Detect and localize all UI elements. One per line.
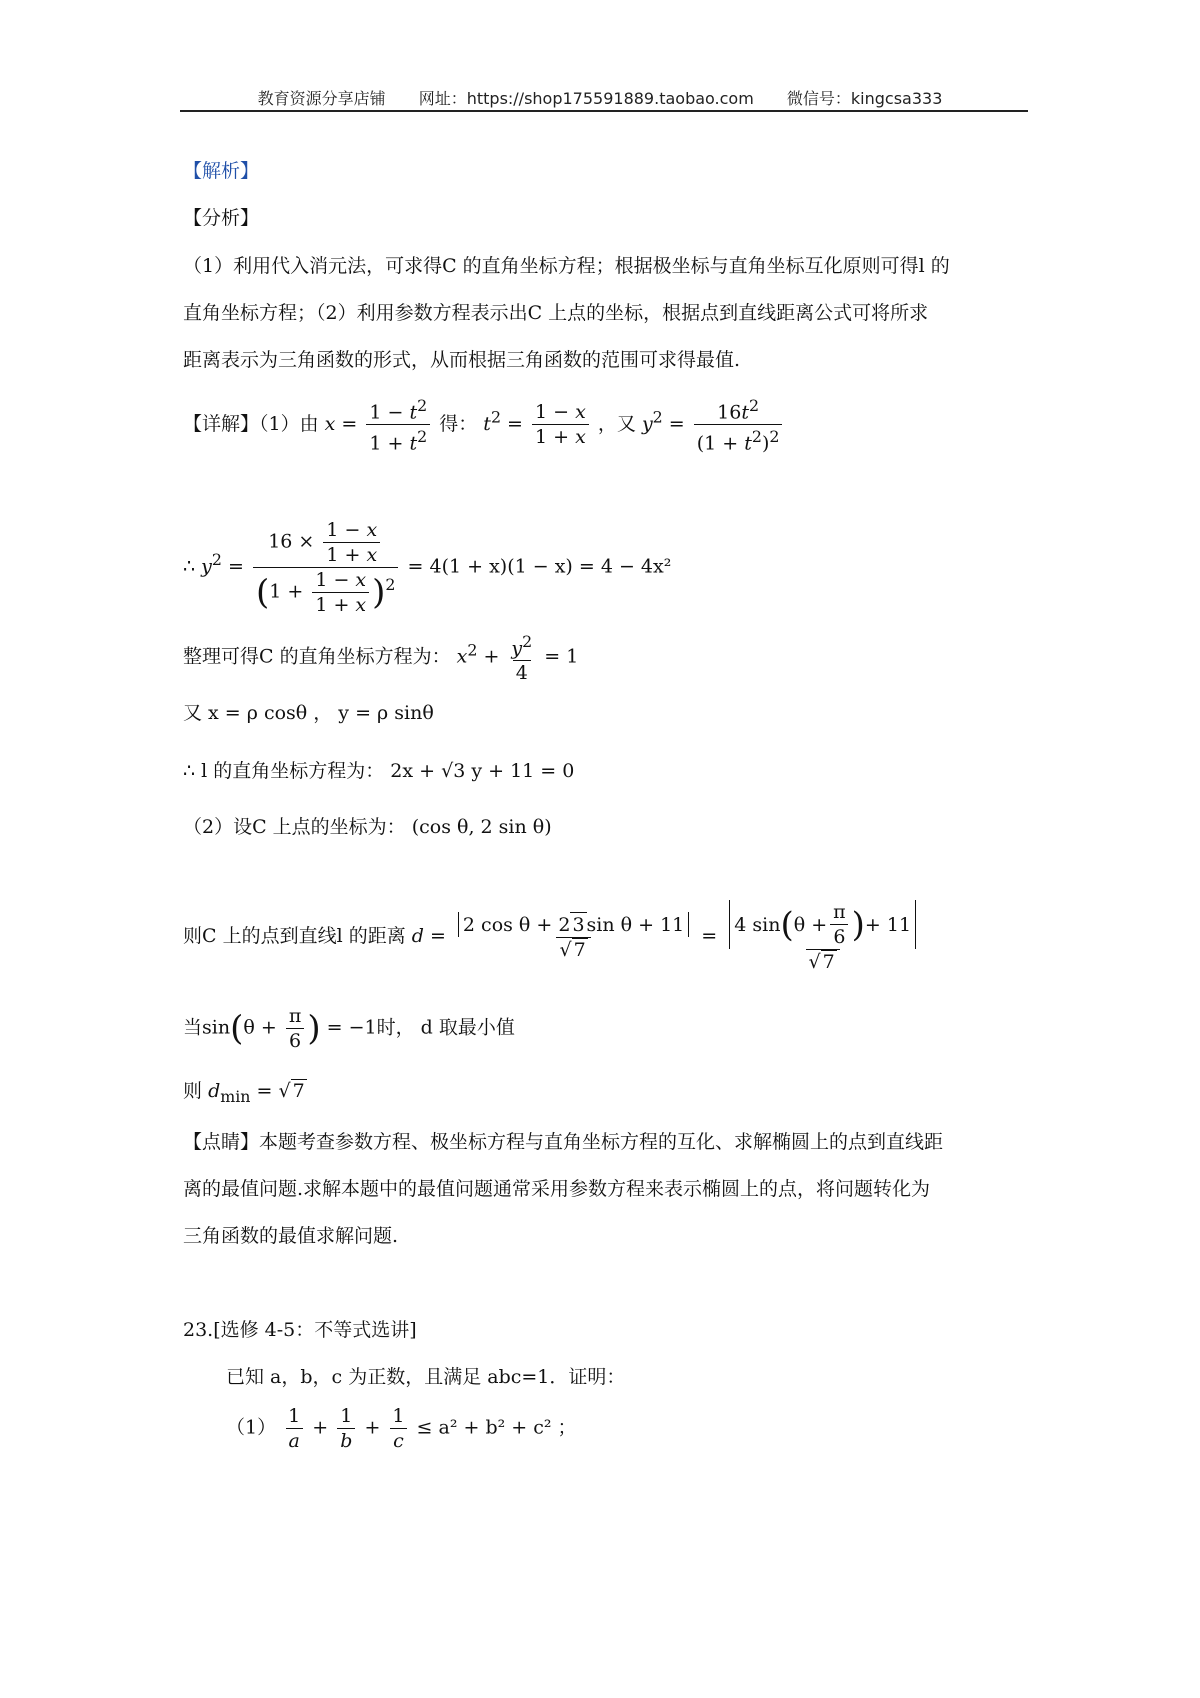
min-line: 则 $d_{min}$ = √ 7 [183, 1080, 305, 1106]
header-site: 网址：https://shop175591889.taobao.com [418, 89, 754, 108]
dist-text: 则C 上的点到直线l 的距离 [183, 925, 406, 947]
part2-coord: (cos θ, 2 sin θ) [411, 816, 552, 838]
de-text: 得： [439, 412, 478, 435]
analysis-line-3: 距离表示为三角函数的形式，从而根据三角函数的范围可求得最值. [183, 349, 741, 371]
q23-p1-label: （1） [226, 1416, 277, 1439]
dianjing-line-1 [183, 1129, 943, 1155]
part2-text: （2）设C 上点的坐标为： [183, 816, 406, 838]
page-header [0, 86, 1200, 109]
dianjing-line-3: 三角函数的最值求解问题. [183, 1225, 399, 1247]
distance-line: 则C 上的点到直线l 的距离 d = 2 cos θ + 2 3 sin θ + 11 √ 7 = 4 sin ( θ + π 6 ) + 11 √ 7 [183, 900, 922, 974]
fraction-1-over-b: $\frac{1}{b}$ [337, 1404, 355, 1453]
fraction-1-over-c: $\frac{1}{c}$ [389, 1404, 407, 1453]
distance-fraction-1: 2 cos θ + 2 3 sin θ + 11 √ 7 [455, 912, 692, 962]
when-eq: = −1时， [326, 1016, 415, 1039]
fraction-x-of-t: $\frac{1 - t^2}{1 + t^2}$ [366, 394, 430, 456]
min-text: 则 [183, 1080, 203, 1102]
polar-line: 又 x = ρ cosθ ， y = ρ sinθ [183, 702, 434, 724]
when-tail: d 取最小值 [420, 1016, 515, 1039]
header-shop: 教育资源分享店铺 [257, 89, 386, 108]
you-text: ，又 [597, 412, 636, 435]
analysis-line-1: （1）利用代入消元法，可求得C 的直角坐标方程；根据极坐标与直角坐标互化原则可得l 的 [183, 255, 950, 277]
fraction-y2-over-4: $\frac{y^2}{4}$ [511, 632, 533, 685]
when-text: 当 [183, 1016, 203, 1039]
q23-part1: （1） $\frac{1}{a}$ + $\frac{1}{b}$ + $\frac{1}{c}$ ≤ a² + b² + c² ； [226, 1405, 577, 1452]
when-line: 当sin(θ + $\frac{\pi}{6}$ ) = −1时， d 取最小值 [183, 1005, 515, 1052]
fraction-1-over-a: $\frac{1}{a}$ [285, 1404, 303, 1453]
c-equation-line: 整理可得C 的直角坐标方程为： $x^2$ + $\frac{y^2}{4}$ = 1 [183, 632, 579, 685]
q23-p1-rhs: ≤ a² + b² + c² ； [416, 1416, 577, 1439]
fraction-t-of-x: $\frac{1 - x}{1 + x}$ [532, 400, 589, 449]
eq-result: = 4(1 + x)(1 − x) = 4 − 4x² [407, 555, 672, 578]
header-divider [180, 110, 1028, 112]
therefore-symbol: ∴ [183, 555, 196, 578]
q23-title: 23.[选修 4-5：不等式选讲] [183, 1319, 417, 1341]
dianjing-text-1: 本题考查参数方程、极坐标方程与直角坐标方程的互化、求解椭圆上的点到直线距 [259, 1131, 944, 1153]
part2-line [183, 814, 552, 840]
fraction-y2-of-t: $\frac{16t^2}{(1 + t^2)^2}$ [694, 394, 783, 456]
q23-stem: 已知 a，b，c 为正数，且满足 abc=1．证明： [226, 1366, 626, 1388]
l-eq: 2x + √3 y + 11 = 0 [390, 760, 575, 782]
jiexi-heading: 【解析】 [183, 160, 260, 182]
fenxi-heading: 【分析】 [183, 207, 260, 229]
analysis-line-2: 直角坐标方程；（2）利用参数方程表示出C 上点的坐标，根据点到直线距离公式可将所求 [183, 302, 929, 324]
l-equation-line [183, 758, 574, 784]
dianjing-label: 【点睛】 [183, 1131, 260, 1153]
header-wechat: 微信号：kingcsa333 [786, 89, 943, 108]
detail-lead: （1）由 [259, 412, 319, 435]
distance-fraction-2: 4 sin ( θ + π 6 ) + 11 √ 7 [726, 900, 919, 974]
detail-line-1: 【详解】（1）由 x = $\frac{1 - t^2}{1 + t^2}$ 得： $t^2$ = $\frac{1 - x}{1 + x}$ ，又 $y^2$ = $\frac{16t^2}{(1 + t^2)^2}$ [183, 394, 785, 456]
c-eq-text: 整理可得C 的直角坐标方程为： [183, 645, 451, 668]
derivation-y2: ∴ $y^2$ = 16 × $\frac{1 - x}{1 + x}$ (1 + $\frac{1 - x}{1 + x}$ )$^2$ = 4(1 + x)(1 − x) = 4 − 4x² [183, 519, 672, 616]
fraction-y2-expanded: 16 × $\frac{1 - x}{1 + x}$ (1 + $\frac{1 - x}{1 + x}$ )$^2$ [253, 518, 399, 617]
l-eq-text: ∴ l 的直角坐标方程为： [183, 760, 385, 782]
dianjing-line-2: 离的最值问题.求解本题中的最值问题通常采用参数方程来表示椭圆上的点，将问题转化为 [183, 1178, 931, 1200]
detail-label: 【详解】 [183, 412, 260, 435]
